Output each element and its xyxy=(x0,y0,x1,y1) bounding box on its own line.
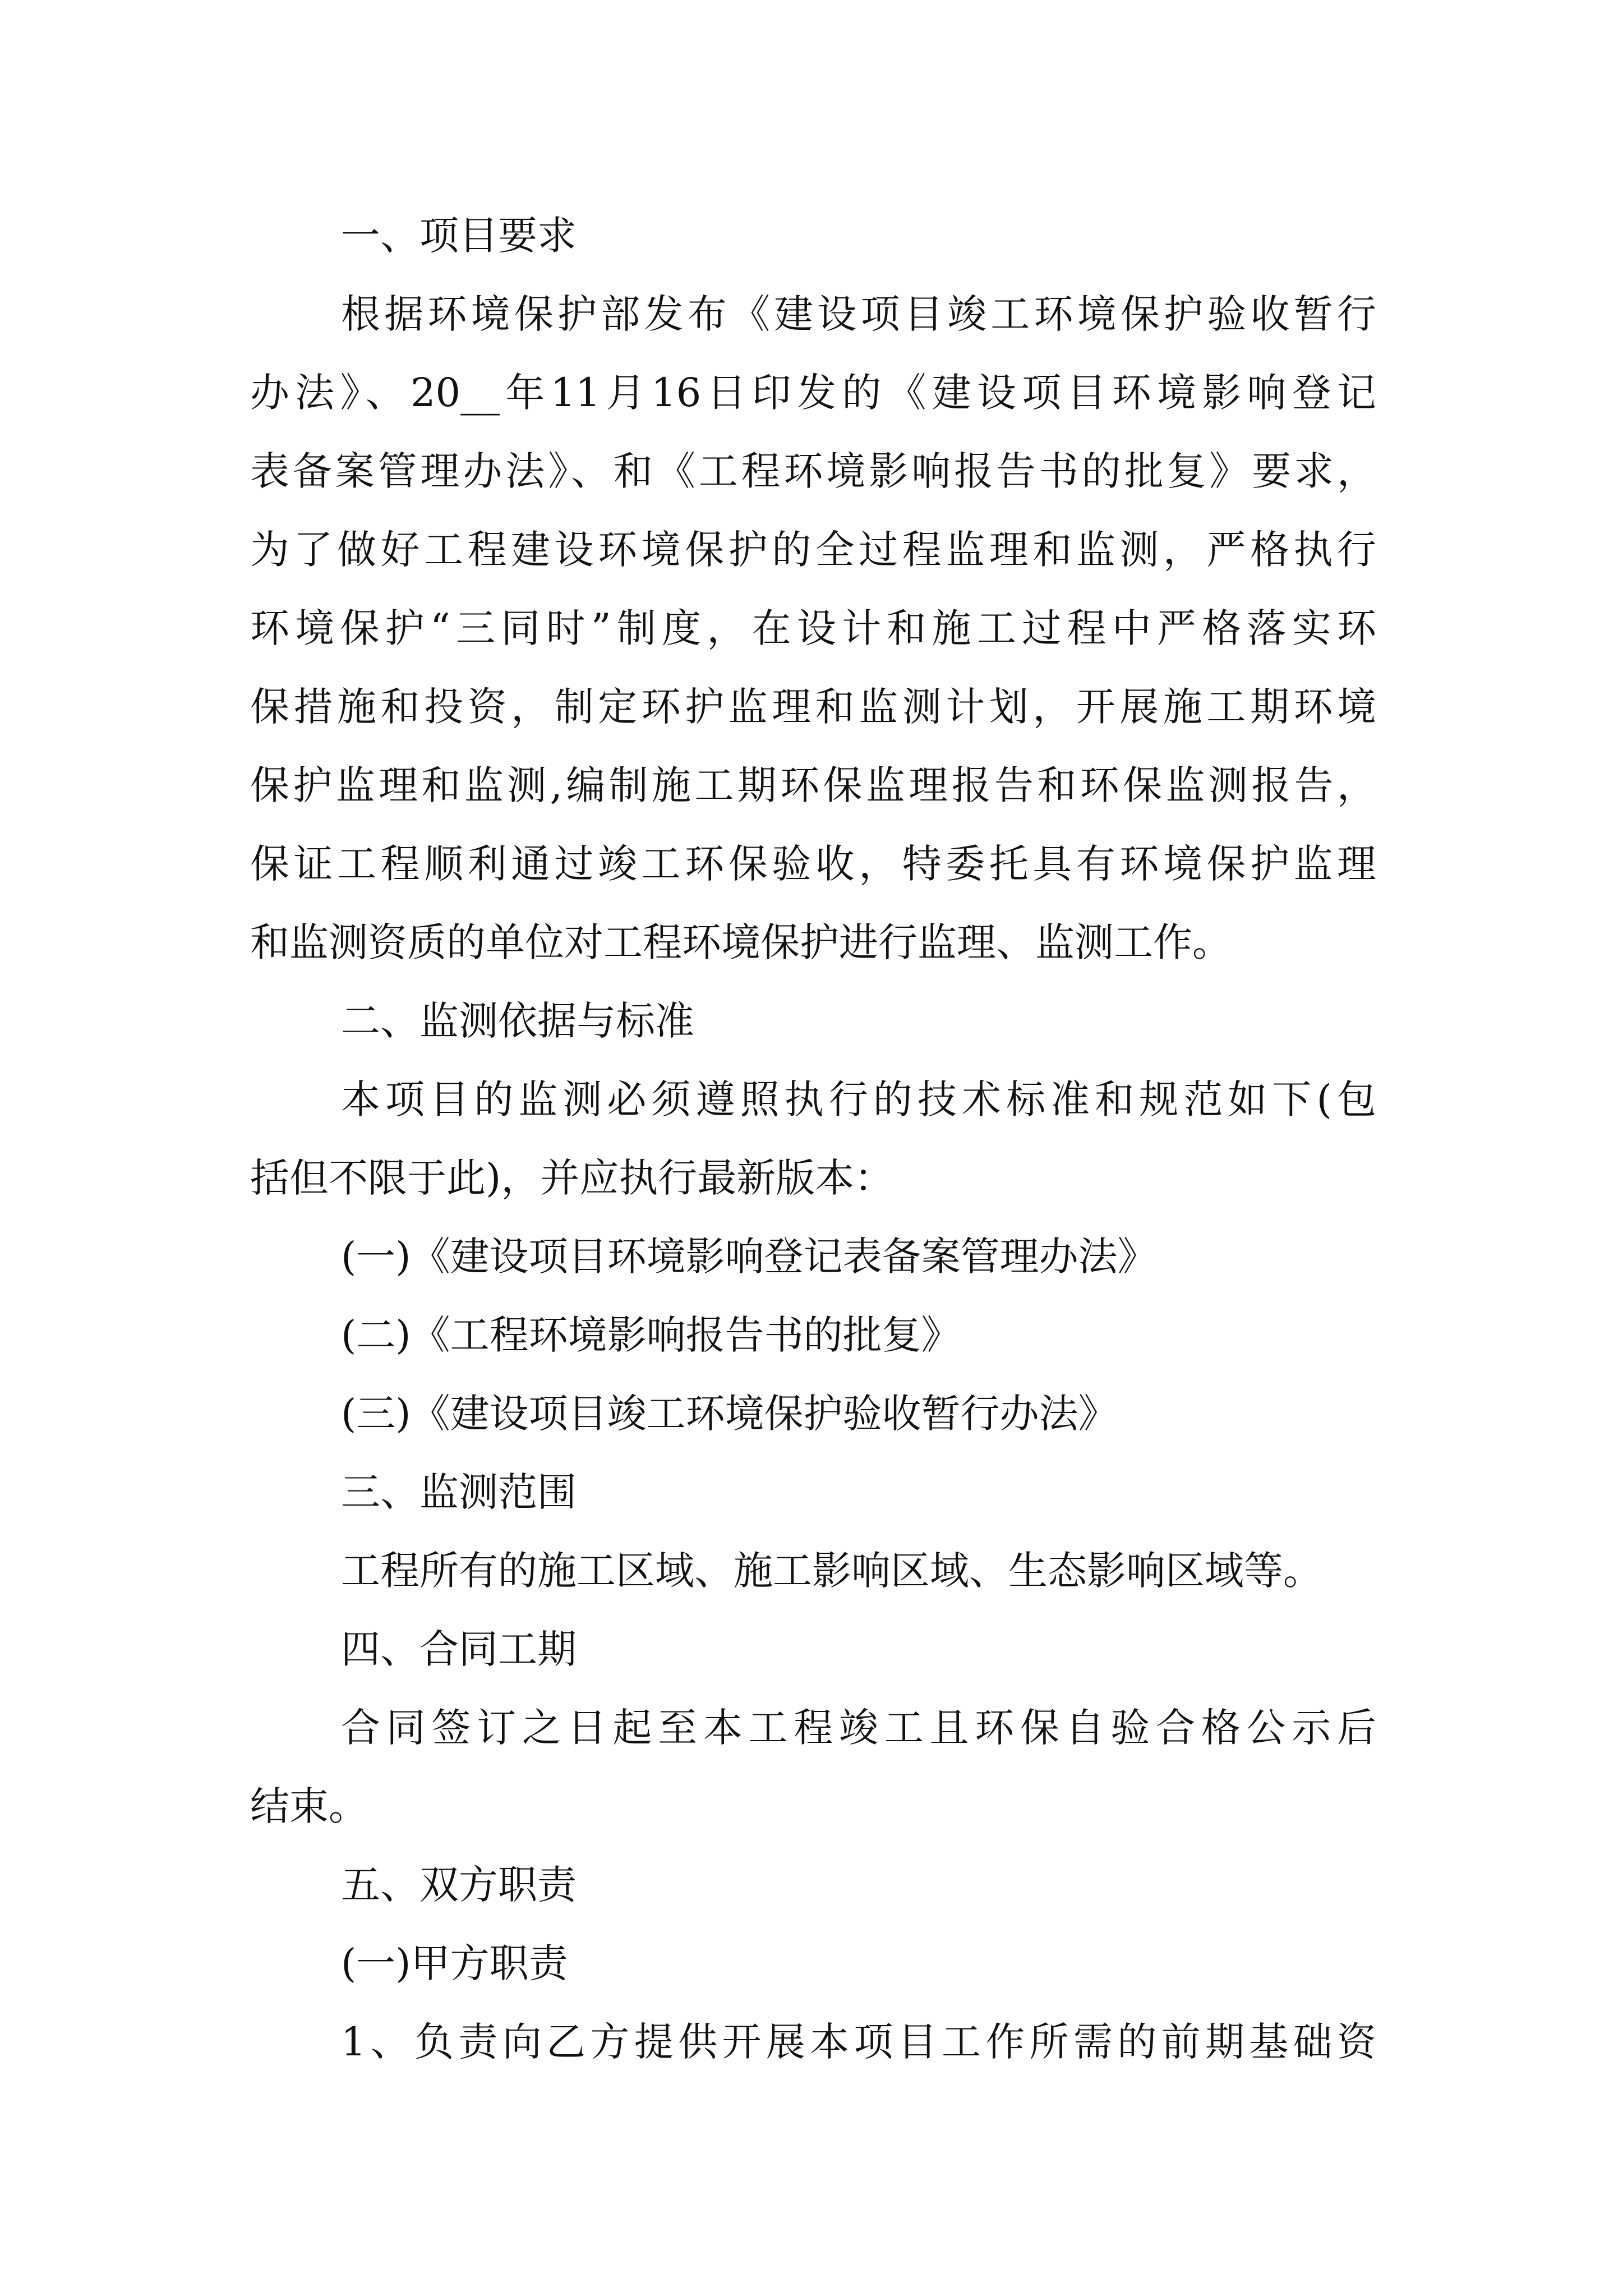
paragraph-line: 环境保护“三同时”制度，在设计和施工过程中严格落实环 xyxy=(250,605,1376,651)
paragraph-line: 保证工程顺利通过竣工环保验收，特委托具有环境保护监理 xyxy=(250,841,1376,887)
heading-monitoring-basis: 二、监测依据与标准 xyxy=(341,998,694,1044)
paragraph-line: 表备案管理办法》、和《工程环境影响报告书的批复》要求， xyxy=(250,448,1376,494)
list-item: (一)《建设项目环境影响登记表备案管理办法》 xyxy=(341,1234,1157,1280)
heading-monitoring-scope: 三、监测范围 xyxy=(341,1469,577,1515)
heading-responsibilities: 五、双方职责 xyxy=(341,1862,577,1908)
paragraph-line: 结束。 xyxy=(250,1783,368,1829)
list-item: (三)《建设项目竣工环境保护验收暂行办法》 xyxy=(341,1391,1118,1437)
subheading-party-a: (一)甲方职责 xyxy=(341,1940,568,1986)
list-item: (二)《工程环境影响报告书的批复》 xyxy=(341,1312,961,1358)
paragraph-line: 工程所有的施工区域、施工影响区域、生态影响区域等。 xyxy=(341,1548,1322,1594)
heading-contract-period: 四、合同工期 xyxy=(341,1626,577,1672)
paragraph-line: 根据环境保护部发布《建设项目竣工环境保护验收暂行 xyxy=(341,291,1376,337)
paragraph-line: 为了做好工程建设环境保护的全过程监理和监测，严格执行 xyxy=(250,527,1376,573)
paragraph-line: 括但不限于此)，并应执行最新版本： xyxy=(250,1155,894,1201)
paragraph-line: 保护监理和监测,编制施工期环保监理报告和环保监测报告， xyxy=(250,762,1376,808)
paragraph-line: 本项目的监测必须遵照执行的技术标准和规范如下(包 xyxy=(341,1076,1376,1122)
paragraph-line: 合同签订之日起至本工程竣工且环保自验合格公示后 xyxy=(341,1705,1376,1751)
paragraph-line: 1、负责向乙方提供开展本项目工作所需的前期基础资 xyxy=(341,2019,1376,2065)
paragraph-line: 和监测资质的单位对工程环境保护进行监理、监测工作。 xyxy=(250,919,1232,965)
paragraph-line: 保措施和投资，制定环护监理和监测计划，开展施工期环境 xyxy=(250,684,1376,730)
heading-project-requirements: 一、项目要求 xyxy=(341,213,577,259)
paragraph-line: 办法》、20__年11月16日印发的《建设项目环境影响登记 xyxy=(250,370,1376,416)
